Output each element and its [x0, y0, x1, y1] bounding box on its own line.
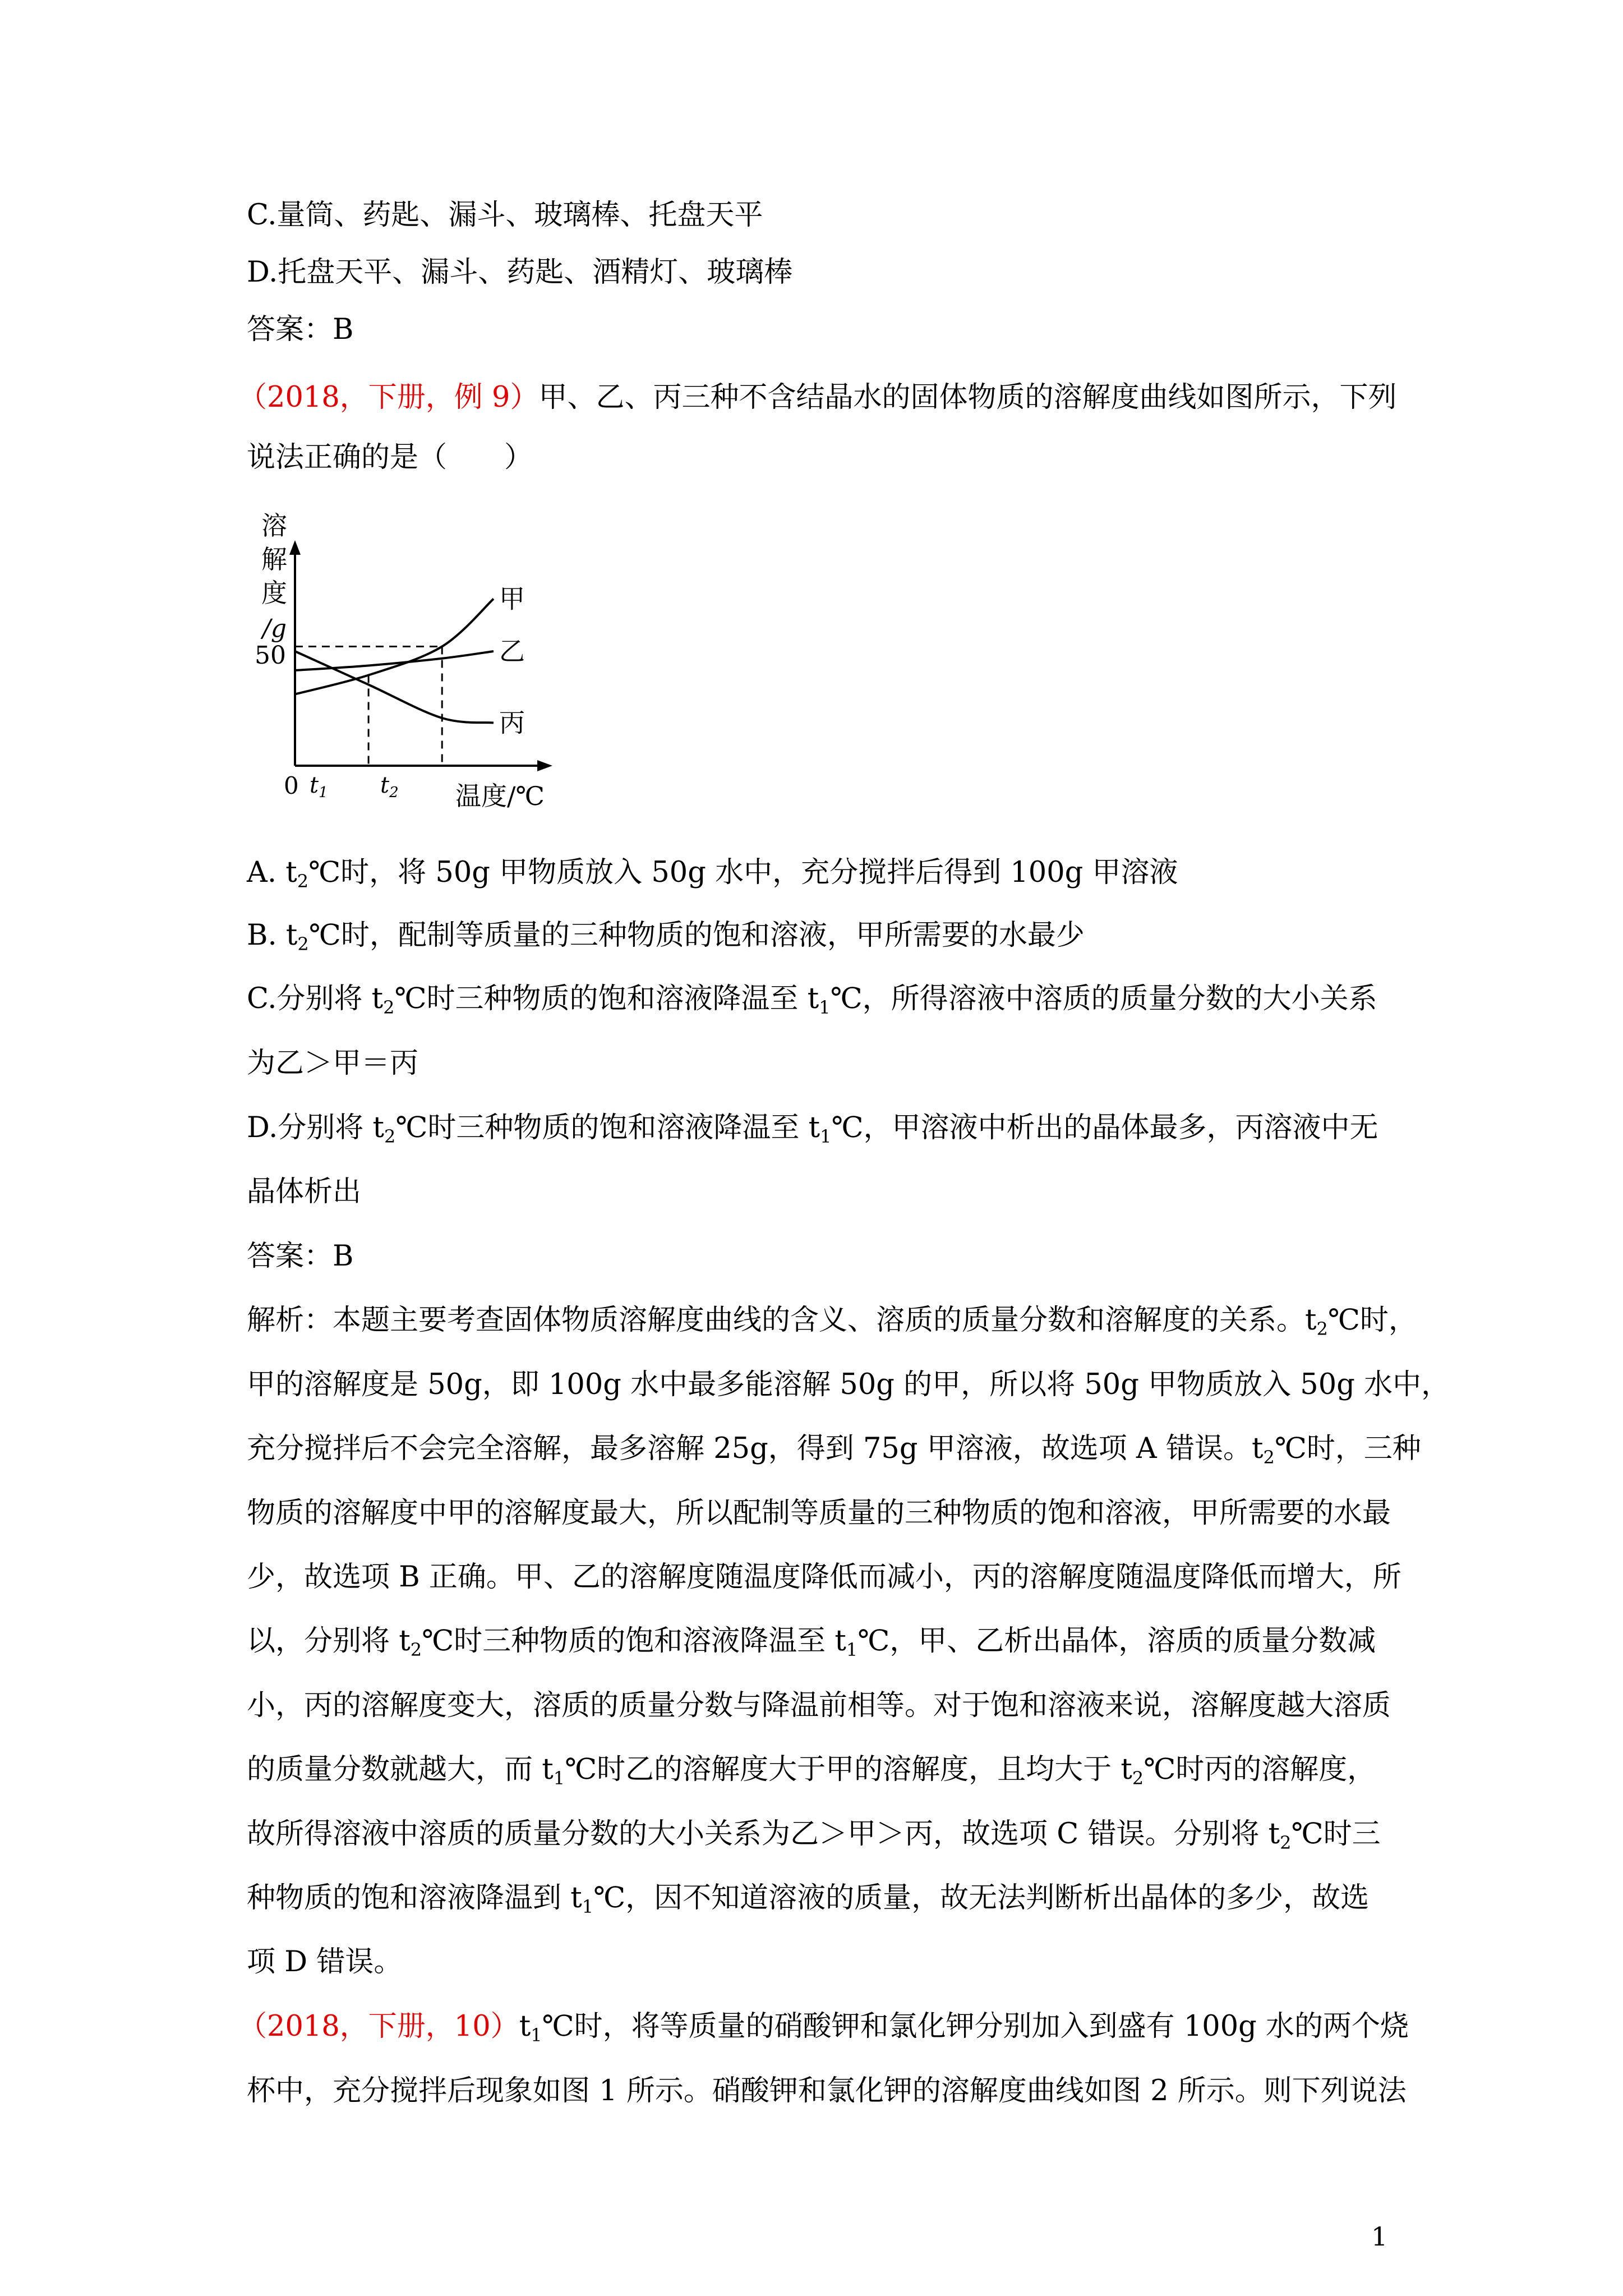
- q9-stem-line-1: [238, 383, 1396, 412]
- option-c-prev: C.量筒、药匙、漏斗、玻璃棒、托盘天平: [247, 199, 763, 232]
- q9-stem-line-2: 说法正确的是（ ）: [247, 441, 533, 474]
- x-axis-label: 温度/℃: [455, 781, 545, 811]
- explanation-line-5: 少，故选项 B 正确。甲、乙的溶解度随温度降低而减小，丙的溶解度随温度降低而增大，所: [247, 1561, 1401, 1594]
- answer-prev: 答案：B: [247, 313, 354, 346]
- explanation-line-9: 故所得溶液中溶质的质量分数的大小关系为乙＞甲＞丙，故选项 C 错误。分别将 $t_2℃$时三: [247, 1818, 1381, 1853]
- explanation-line-1: 解析：本题主要考查固体物质溶解度曲线的含义、溶质的质量分数和溶解度的关系。$t_2℃$时，: [247, 1304, 1417, 1340]
- q10-source: （2018，下册，10）: [238, 2010, 519, 2043]
- q10-stem-line-1: （2018，下册，$10)t_1℃$时，将等质量的硝酸钾和氯化钾分别加入到盛有 100g 水的两个烧: [238, 2010, 1409, 2046]
- q9-option-c-line-1: C.分别将 $t_2℃$时三种物质的饱和溶液降温至 $t_1℃$，所得溶液中溶质的质量分数的大小关系: [247, 982, 1377, 1018]
- explanation-line-4: 物质的溶解度中甲的溶解度最大，所以配制等质量的三种物质的饱和溶液，甲所需要的水最: [247, 1497, 1391, 1530]
- q10-stem-line-2: 杯中，充分搅拌后现象如图 1 所示。硝酸钾和氯化钾的溶解度曲线如图 2 所示。则下列说法: [247, 2074, 1407, 2108]
- solubility-chart: [247, 508, 583, 822]
- explanation-line-6: 以，分别将 $t_2℃$时三种物质的饱和溶液降温至 $t_1℃$，甲、乙析出晶体，溶质的质量分数减: [247, 1625, 1376, 1660]
- q9-option-c-line-2: 为乙＞甲＝丙: [247, 1047, 419, 1080]
- explanation-line-8: 的质量分数就越大，而 $t_1℃$时乙的溶解度大于甲的溶解度，且均大于 $t_2℃$时丙的溶解度，: [247, 1753, 1376, 1789]
- q9-answer: 答案：B: [247, 1240, 354, 1273]
- series-jia-label: 甲: [499, 583, 525, 614]
- x-tick-t1: $t_1$: [310, 772, 328, 801]
- x-tick-t2: $t_2$: [380, 772, 399, 801]
- q9-stem-text: 甲、乙、丙三种不含结晶水的固体物质的溶解度曲线如图所示，下列: [538, 381, 1397, 414]
- explanation-line-7: 小，丙的溶解度变大，溶质的质量分数与降温前相等。对于饱和溶液来说，溶解度越大溶质: [247, 1689, 1391, 1722]
- origin-label: 0: [284, 772, 299, 799]
- y-label-char-2: 解: [261, 544, 287, 574]
- page-number: 1: [1371, 2221, 1388, 2252]
- y-tick-50: 50: [255, 641, 286, 670]
- q9-option-a: A. $t_2℃$时，将 50g 甲物质放入 50g 水中，充分搅拌后得到 100g 甲溶液: [247, 856, 1178, 892]
- series-yi-label: 乙: [499, 636, 525, 666]
- explanation-line-10: 种物质的饱和溶液降温到 $t_1℃$，因不知道溶液的质量，故无法判断析出晶体的多少，故选: [247, 1881, 1370, 1917]
- x-axis-arrow: [537, 760, 552, 771]
- series-bing-label: 丙: [499, 707, 525, 738]
- explanation-line-11: 项 D 错误。: [247, 1945, 403, 1978]
- y-label-char-3: 度: [261, 578, 287, 608]
- q9-option-b: B. $t_2℃$时，配制等质量的三种物质的饱和溶液，甲所需要的水最少: [247, 919, 1085, 955]
- option-d-prev: D.托盘天平、漏斗、药匙、酒精灯、玻璃棒: [247, 256, 793, 289]
- y-label-char-1: 溶: [261, 510, 287, 541]
- y-label-unit: /g: [262, 614, 287, 643]
- explanation-line-2: 甲的溶解度是 50g，即 100g 水中最多能溶解 50g 的甲，所以将 50g 甲物质放入 50g 水中，: [247, 1368, 1450, 1401]
- q9-option-d-line-1: D.分别将 $t_2℃$时三种物质的饱和溶液降温至 $t_1℃$，甲溶液中析出的晶体最多，丙溶液中无: [247, 1111, 1378, 1147]
- q9-option-d-line-2: 晶体析出: [247, 1175, 362, 1208]
- explanation-line-3: 充分搅拌后不会完全溶解，最多溶解 25g，得到 75g 甲溶液，故选项 A 错误。$t_2℃$时，三种: [247, 1432, 1421, 1468]
- q9-source: （2018，下册，例 9）: [238, 381, 539, 414]
- y-axis-arrow: [289, 540, 301, 555]
